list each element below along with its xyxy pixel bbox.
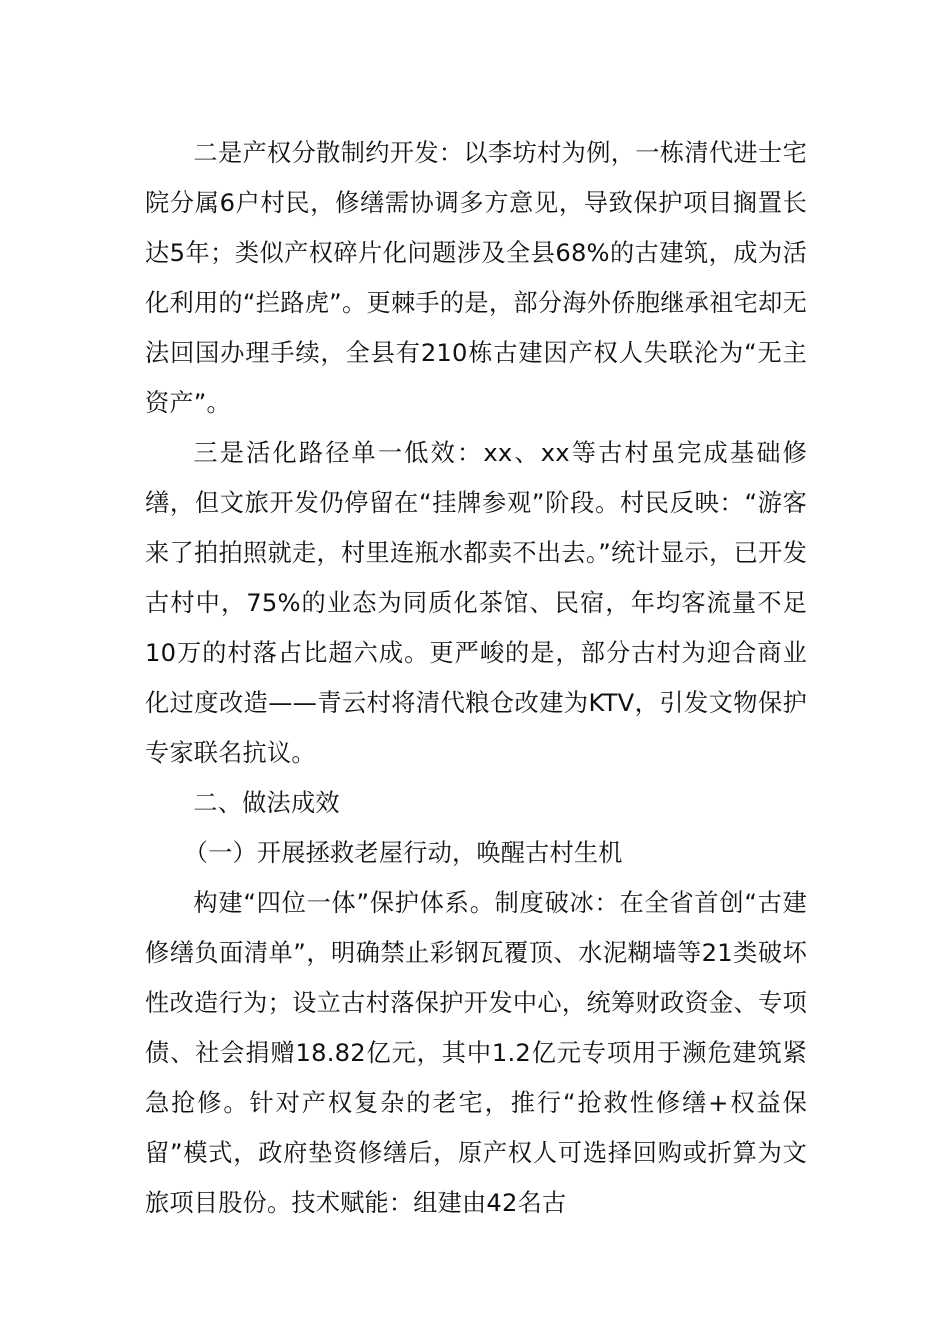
section-heading: 二、做法成效 xyxy=(193,789,340,817)
paragraph-protection-system: 构建“四位一体”保护体系。制度破冰：在全省首创“古建修缮负面清单”，明确禁止彩钢瓦覆顶、水泥糊墙等21类破坏性改造行为；设立古村落保护开发中心，统筹财政资金、专项债、社会捐赠18.82亿元，其中1.2亿元专项用于濒危建筑紧急抢修。针对产权复杂的老宅，推行“抢救性修缮+权益保留”模式，政府垫资修缮后，原产权人可选择回购或折算为文旅项目股份。技术赋能：组建由42名古 xyxy=(145,889,807,1217)
paragraph-revitalization-path: 三是活化路径单一低效：xx、xx等古村虽完成基础修缮，但文旅开发仍停留在“挂牌参观”阶段。村民反映：“游客来了拍拍照就走，村里连瓶水都卖不出去。”统计显示，已开发古村中，75%的业态为同质化茶馆、民宿，年均客流量不足10万的村落占比超六成。更严峻的是，部分古村为迎合商业化过度改造——青云村将清代粮仓改建为KTV，引发文物保护专家联名抗议。 xyxy=(145,439,807,767)
paragraph-property-rights: 二是产权分散制约开发：以李坊村为例，一栋清代进士宅院分属6户村民，修缮需协调多方意见，导致保护项目搁置长达5年；类似产权碎片化问题涉及全县68%的古建筑，成为活化利用的“拦路虎”。更棘手的是，部分海外侨胞继承祖宅却无法回国办理手续，全县有210栋古建因产权人失联沦为“无主资产”。 xyxy=(145,139,807,417)
document-body xyxy=(145,128,807,1228)
subsection-heading: （一）开展拯救老屋行动，唤醒古村生机 xyxy=(183,839,623,867)
